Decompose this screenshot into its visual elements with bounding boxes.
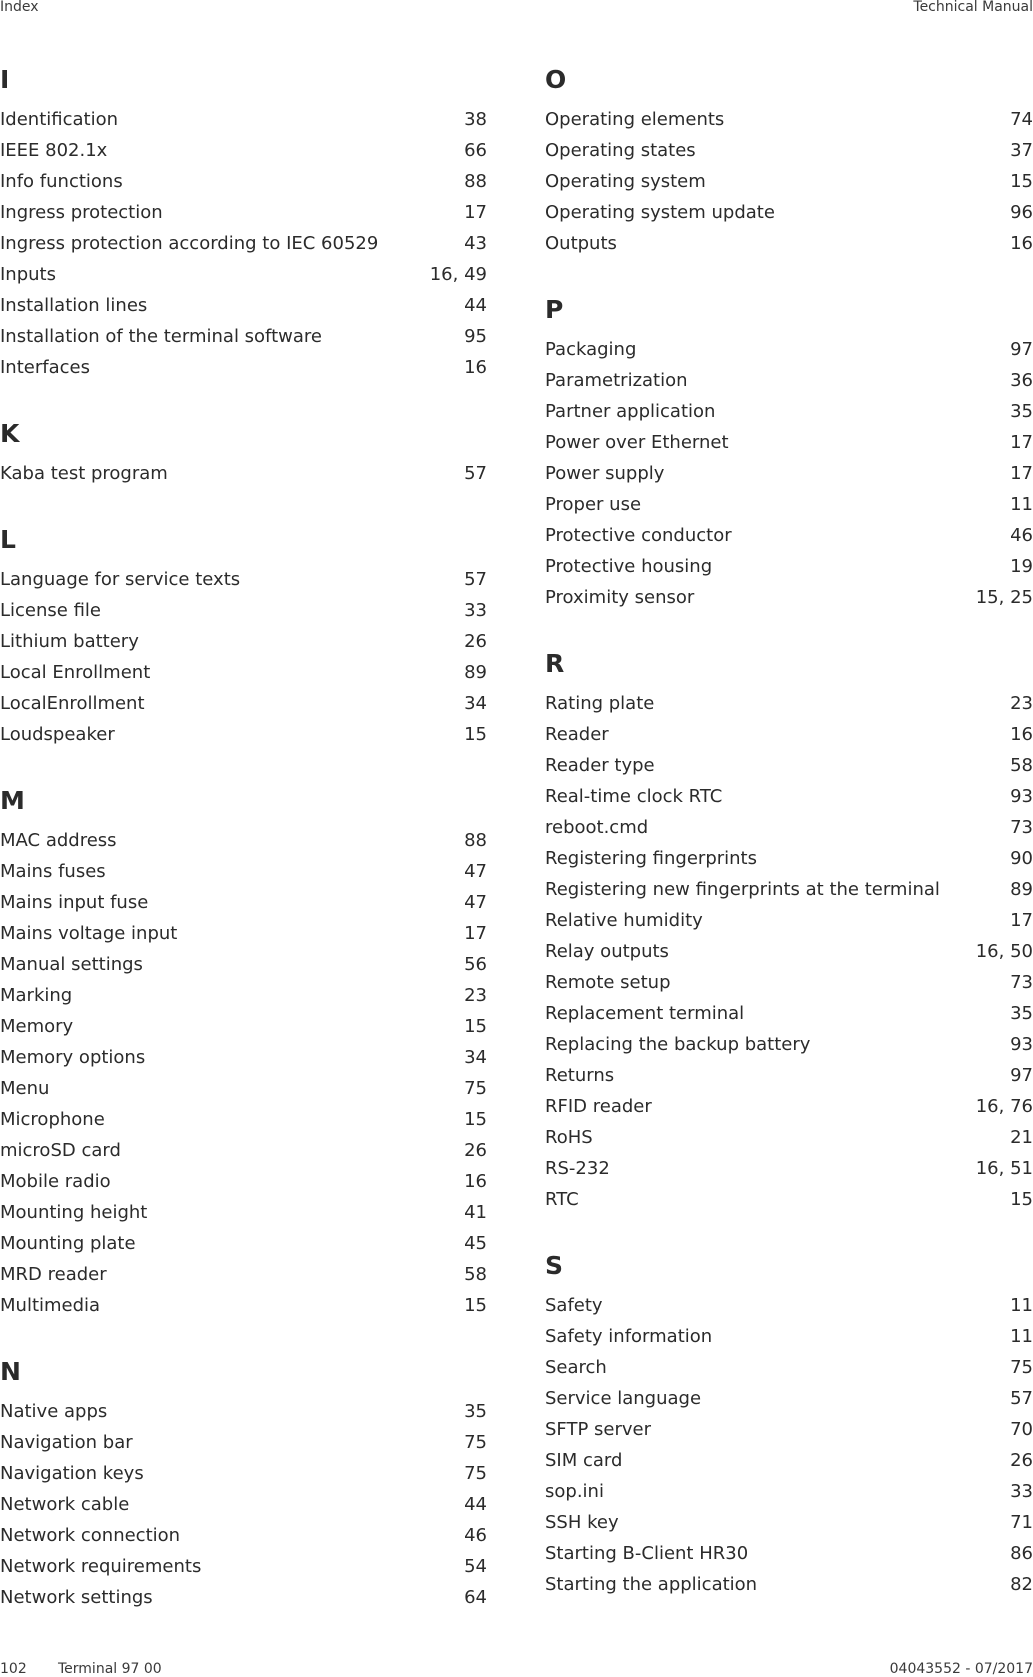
index-term: Proximity sensor <box>545 587 695 608</box>
index-page-reference: 44 <box>464 1494 487 1515</box>
index-page-reference: 17 <box>464 202 487 223</box>
index-entry <box>545 750 1033 781</box>
index-term: Remote setup <box>545 972 671 993</box>
index-column-left <box>0 62 487 1613</box>
index-term: Operating elements <box>545 109 725 130</box>
index-term: Mounting height <box>0 1202 148 1223</box>
index-entry <box>0 719 487 750</box>
index-entry <box>545 1569 1033 1600</box>
index-term: Rating plate <box>545 693 655 714</box>
index-term: MRD reader <box>0 1264 107 1285</box>
index-page-reference: 19 <box>1010 556 1033 577</box>
index-entry <box>545 1507 1033 1538</box>
index-term: Outputs <box>545 233 617 254</box>
index-page-reference: 46 <box>464 1525 487 1546</box>
index-term: Network settings <box>0 1587 153 1608</box>
index-term: Lithium battery <box>0 631 139 652</box>
index-section-p <box>545 292 1033 613</box>
index-term: Operating states <box>545 140 696 161</box>
index-entry <box>0 1489 487 1520</box>
index-entry <box>0 321 487 352</box>
index-entry <box>0 259 487 290</box>
index-page-reference: 89 <box>1010 879 1033 900</box>
index-page-reference: 11 <box>1010 1326 1033 1347</box>
index-entry <box>0 1011 487 1042</box>
index-entry <box>0 626 487 657</box>
index-term: RTC <box>545 1189 579 1210</box>
index-page-reference: 89 <box>464 662 487 683</box>
index-page-reference: 97 <box>1010 1065 1033 1086</box>
index-page-reference: 57 <box>464 463 487 484</box>
index-entry <box>545 520 1033 551</box>
index-entry <box>0 564 487 595</box>
index-page-reference: 16, 51 <box>975 1158 1033 1179</box>
index-entry <box>0 352 487 383</box>
index-term: microSD card <box>0 1140 121 1161</box>
index-entry <box>0 887 487 918</box>
index-page-reference: 97 <box>1010 339 1033 360</box>
index-term: Operating system <box>545 171 706 192</box>
index-term: Ingress protection according to IEC 60529 <box>0 233 379 254</box>
index-term: Info functions <box>0 171 123 192</box>
index-entry <box>0 1197 487 1228</box>
index-entry <box>545 1184 1033 1215</box>
footer-document-id: 04043552 - 07/2017 <box>889 1661 1033 1677</box>
section-letter: I <box>0 65 10 94</box>
index-page-reference: 16 <box>1010 233 1033 254</box>
index-entry <box>545 166 1033 197</box>
index-entry <box>0 1458 487 1489</box>
index-page-reference: 57 <box>464 569 487 590</box>
index-entry <box>545 905 1033 936</box>
index-entry <box>545 998 1033 1029</box>
index-page-reference: 16, 50 <box>975 941 1033 962</box>
index-term: Manual settings <box>0 954 143 975</box>
page-footer <box>0 1661 1033 1677</box>
index-term: RoHS <box>545 1127 593 1148</box>
index-term: SSH key <box>545 1512 619 1533</box>
index-term: Identification <box>0 109 119 130</box>
index-entry <box>545 1383 1033 1414</box>
index-term: Loudspeaker <box>0 724 115 745</box>
index-page-reference: 16, 76 <box>975 1096 1033 1117</box>
index-page-reference: 26 <box>1010 1450 1033 1471</box>
index-page-reference: 58 <box>1010 755 1033 776</box>
index-page-reference: 17 <box>1010 432 1033 453</box>
index-page-reference: 15 <box>464 1295 487 1316</box>
index-entry <box>0 1520 487 1551</box>
index-page-reference: 16 <box>464 1171 487 1192</box>
index-column-right <box>545 62 1033 1600</box>
index-page-reference: 70 <box>1010 1419 1033 1440</box>
index-term: LocalEnrollment <box>0 693 145 714</box>
index-page-reference: 11 <box>1010 1295 1033 1316</box>
index-term: Safety <box>545 1295 603 1316</box>
index-page-reference: 54 <box>464 1556 487 1577</box>
index-term: Partner application <box>545 401 716 422</box>
section-letter: M <box>0 786 25 815</box>
index-page-reference: 73 <box>1010 972 1033 993</box>
index-page-reference: 15 <box>464 1016 487 1037</box>
index-page-reference: 47 <box>464 892 487 913</box>
index-term: Protective conductor <box>545 525 732 546</box>
index-term: Inputs <box>0 264 56 285</box>
index-term: Memory <box>0 1016 74 1037</box>
index-section-n <box>0 1354 487 1613</box>
index-entry <box>0 1259 487 1290</box>
index-page-reference: 16 <box>464 357 487 378</box>
index-entry <box>545 1476 1033 1507</box>
index-term: MAC address <box>0 830 117 851</box>
index-term: Safety information <box>545 1326 713 1347</box>
index-term: Installation lines <box>0 295 148 316</box>
index-entry <box>545 197 1033 228</box>
index-entry <box>0 1427 487 1458</box>
index-entry <box>0 657 487 688</box>
index-entry <box>545 843 1033 874</box>
index-entry <box>0 595 487 626</box>
index-page-reference: 88 <box>464 171 487 192</box>
index-term: SIM card <box>545 1450 623 1471</box>
index-entry <box>0 980 487 1011</box>
index-page-reference: 82 <box>1010 1574 1033 1595</box>
index-entry <box>0 918 487 949</box>
index-page-reference: 88 <box>464 830 487 851</box>
page-header <box>0 0 1033 16</box>
index-entry <box>545 1153 1033 1184</box>
index-entry <box>0 1582 487 1613</box>
index-entry <box>545 489 1033 520</box>
index-term: Navigation bar <box>0 1432 133 1453</box>
index-entry <box>545 228 1033 259</box>
index-term: Replacement terminal <box>545 1003 745 1024</box>
section-letter: S <box>545 1251 564 1280</box>
index-term: Registering fingerprints <box>545 848 757 869</box>
index-term: Reader type <box>545 755 655 776</box>
index-page-reference: 58 <box>464 1264 487 1285</box>
index-entry <box>545 135 1033 166</box>
index-term: Service language <box>545 1388 702 1409</box>
index-term: Search <box>545 1357 607 1378</box>
index-term: Protective housing <box>545 556 713 577</box>
index-section-s <box>545 1248 1033 1600</box>
index-entry <box>545 967 1033 998</box>
index-term: RS-232 <box>545 1158 610 1179</box>
index-term: Mains fuses <box>0 861 106 882</box>
index-entry <box>0 856 487 887</box>
index-page-reference: 86 <box>1010 1543 1033 1564</box>
index-entry <box>545 458 1033 489</box>
index-entry <box>0 688 487 719</box>
index-entry <box>0 1396 487 1427</box>
index-term: SFTP server <box>545 1419 652 1440</box>
index-term: Reader <box>545 724 609 745</box>
index-page-reference: 43 <box>464 233 487 254</box>
index-term: Network requirements <box>0 1556 202 1577</box>
index-term: Installation of the terminal software <box>0 326 322 347</box>
index-page-reference: 75 <box>464 1078 487 1099</box>
index-entry <box>545 1321 1033 1352</box>
index-section-m <box>0 783 487 1321</box>
index-page-reference: 16 <box>1010 724 1033 745</box>
index-term: RFID reader <box>545 1096 652 1117</box>
index-term: Mounting plate <box>0 1233 136 1254</box>
index-term: Returns <box>545 1065 615 1086</box>
index-entry <box>0 228 487 259</box>
index-term: Language for service texts <box>0 569 241 590</box>
index-entry <box>0 135 487 166</box>
index-page-reference: 23 <box>464 985 487 1006</box>
index-page-reference: 47 <box>464 861 487 882</box>
index-entry <box>0 949 487 980</box>
index-entry <box>545 1538 1033 1569</box>
index-entry <box>545 812 1033 843</box>
index-term: Mobile radio <box>0 1171 111 1192</box>
footer-product-name: Terminal 97 00 <box>58 1661 162 1677</box>
index-page-reference: 73 <box>1010 817 1033 838</box>
index-term: Ingress protection <box>0 202 163 223</box>
index-term: Registering new fingerprints at the terminal <box>545 879 940 900</box>
index-entry <box>0 1104 487 1135</box>
index-page-reference: 15 <box>1010 171 1033 192</box>
index-entry <box>545 1091 1033 1122</box>
index-page-reference: 74 <box>1010 109 1033 130</box>
index-page-reference: 15 <box>464 724 487 745</box>
index-term: Mains input fuse <box>0 892 149 913</box>
index-entry <box>545 781 1033 812</box>
index-section-i <box>0 62 487 383</box>
index-page-reference: 64 <box>464 1587 487 1608</box>
index-page-reference: 35 <box>1010 1003 1033 1024</box>
index-entry <box>0 1290 487 1321</box>
index-entry <box>545 1414 1033 1445</box>
index-section-o <box>545 62 1033 259</box>
index-page-reference: 26 <box>464 631 487 652</box>
index-term: Navigation keys <box>0 1463 144 1484</box>
index-page-reference: 75 <box>464 1432 487 1453</box>
index-term: Starting B-Client HR30 <box>545 1543 749 1564</box>
index-term: Power over Ethernet <box>545 432 729 453</box>
index-term: Proper use <box>545 494 642 515</box>
index-term: Memory options <box>0 1047 146 1068</box>
index-page-reference: 11 <box>1010 494 1033 515</box>
index-page-reference: 33 <box>464 600 487 621</box>
index-entry <box>545 1060 1033 1091</box>
index-page-reference: 21 <box>1010 1127 1033 1148</box>
section-letter: K <box>0 419 20 448</box>
index-term: Relative humidity <box>545 910 703 931</box>
index-section-r <box>545 646 1033 1215</box>
index-term: IEEE 802.1x <box>0 140 108 161</box>
index-term: Real-time clock RTC <box>545 786 723 807</box>
index-term: Kaba test program <box>0 463 168 484</box>
index-page-reference: 16, 49 <box>429 264 487 285</box>
index-entry <box>545 719 1033 750</box>
index-term: Network connection <box>0 1525 181 1546</box>
index-term: Microphone <box>0 1109 105 1130</box>
index-entry <box>0 1166 487 1197</box>
index-term: Network cable <box>0 1494 130 1515</box>
index-entry <box>545 688 1033 719</box>
index-entry <box>545 551 1033 582</box>
index-page-reference: 34 <box>464 1047 487 1068</box>
index-page-reference: 96 <box>1010 202 1033 223</box>
index-entry <box>0 1551 487 1582</box>
index-entry <box>545 936 1033 967</box>
index-entry <box>0 1135 487 1166</box>
index-page-reference: 15 <box>464 1109 487 1130</box>
index-term: License file <box>0 600 101 621</box>
index-page-reference: 71 <box>1010 1512 1033 1533</box>
index-term: Mains voltage input <box>0 923 178 944</box>
header-section-title: Index <box>0 0 39 15</box>
section-letter: N <box>0 1357 21 1386</box>
index-term: Native apps <box>0 1401 108 1422</box>
index-section-l <box>0 522 487 750</box>
index-entry <box>545 1290 1033 1321</box>
index-entry <box>545 365 1033 396</box>
index-page-reference: 15, 25 <box>975 587 1033 608</box>
index-entry <box>545 1029 1033 1060</box>
index-entry <box>545 1445 1033 1476</box>
index-entry <box>545 1352 1033 1383</box>
index-page-reference: 56 <box>464 954 487 975</box>
index-entry <box>545 1122 1033 1153</box>
index-entry <box>0 104 487 135</box>
index-term: Local Enrollment <box>0 662 151 683</box>
index-page-reference: 95 <box>464 326 487 347</box>
index-page-reference: 38 <box>464 109 487 130</box>
index-entry <box>545 874 1033 905</box>
index-page-reference: 17 <box>1010 463 1033 484</box>
index-page-reference: 35 <box>464 1401 487 1422</box>
index-page-reference: 93 <box>1010 1034 1033 1055</box>
index-section-k <box>0 416 487 489</box>
section-letter: P <box>545 295 564 324</box>
index-entry <box>545 396 1033 427</box>
index-page-reference: 33 <box>1010 1481 1033 1502</box>
index-page-reference: 15 <box>1010 1189 1033 1210</box>
index-term: reboot.cmd <box>545 817 649 838</box>
index-entry <box>545 104 1033 135</box>
section-letter: L <box>0 525 16 554</box>
index-term: Parametrization <box>545 370 688 391</box>
index-entry <box>545 334 1033 365</box>
index-term: Interfaces <box>0 357 90 378</box>
index-term: Multimedia <box>0 1295 101 1316</box>
index-term: sop.ini <box>545 1481 604 1502</box>
footer-page-number: 102 <box>0 1661 27 1677</box>
index-term: Packaging <box>545 339 637 360</box>
index-page-reference: 75 <box>1010 1357 1033 1378</box>
index-term: Marking <box>0 985 73 1006</box>
index-page-reference: 57 <box>1010 1388 1033 1409</box>
index-page-reference: 34 <box>464 693 487 714</box>
index-page-reference: 45 <box>464 1233 487 1254</box>
index-entry <box>0 825 487 856</box>
index-page-reference: 46 <box>1010 525 1033 546</box>
index-page-reference: 36 <box>1010 370 1033 391</box>
index-page-reference: 66 <box>464 140 487 161</box>
index-term: Starting the application <box>545 1574 758 1595</box>
index-page-reference: 26 <box>464 1140 487 1161</box>
index-page-reference: 37 <box>1010 140 1033 161</box>
index-entry <box>0 1042 487 1073</box>
index-page-reference: 23 <box>1010 693 1033 714</box>
index-term: Power supply <box>545 463 665 484</box>
index-entry <box>0 458 487 489</box>
index-page-reference: 90 <box>1010 848 1033 869</box>
index-entry <box>0 1073 487 1104</box>
index-page-reference: 44 <box>464 295 487 316</box>
index-term: Operating system update <box>545 202 775 223</box>
index-entry <box>0 197 487 228</box>
index-page-reference: 93 <box>1010 786 1033 807</box>
index-page-reference: 35 <box>1010 401 1033 422</box>
index-entry <box>0 1228 487 1259</box>
index-entry <box>0 166 487 197</box>
index-page-reference: 75 <box>464 1463 487 1484</box>
index-page-reference: 41 <box>464 1202 487 1223</box>
index-entry <box>545 427 1033 458</box>
header-document-title: Technical Manual <box>913 0 1033 15</box>
index-term: Menu <box>0 1078 50 1099</box>
index-entry <box>545 582 1033 613</box>
section-letter: O <box>545 65 567 94</box>
section-letter: R <box>545 649 565 678</box>
index-page-reference: 17 <box>1010 910 1033 931</box>
index-entry <box>0 290 487 321</box>
index-term: Replacing the backup battery <box>545 1034 811 1055</box>
index-term: Relay outputs <box>545 941 669 962</box>
index-page-reference: 17 <box>464 923 487 944</box>
